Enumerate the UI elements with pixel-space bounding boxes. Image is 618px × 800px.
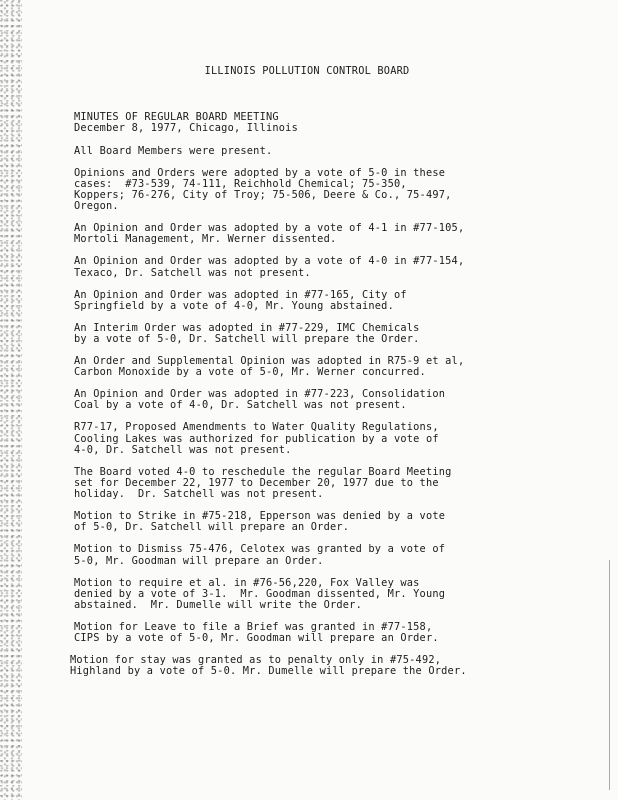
- heading-line: MINUTES OF REGULAR BOARD MEETING: [74, 111, 279, 124]
- paragraph-line: The Board voted 4-0 to reschedule the regular Board Meeting: [74, 465, 452, 478]
- paragraph-line: Cooling Lakes was authorized for publication by a vote of: [74, 432, 439, 445]
- paragraph-line: R77-17, Proposed Amendments to Water Quality Regulations,: [74, 421, 439, 434]
- paragraph-line: An Opinion and Order was adopted in #77-223, Consolidation: [74, 388, 446, 401]
- paragraph-line: Motion to Strike in #75-218, Epperson was denied by a vote: [74, 510, 446, 523]
- paragraph-line: Opinions and Orders were adopted by a vote of 5-0 in these: [74, 166, 446, 179]
- paragraph-line: Oregon.: [74, 200, 119, 213]
- paragraph-line: Motion for Leave to file a Brief was granted in #77-158,: [74, 621, 433, 634]
- minutes-paragraph: [74, 389, 532, 411]
- minutes-paragraph: [74, 356, 532, 378]
- paragraph-line: Springfield by a vote of 4-0, Mr. Young abstained.: [74, 299, 394, 312]
- paragraph-line: An Opinion and Order was adopted by a vote of 4-0 in #77-154,: [74, 255, 465, 268]
- paragraph-line: abstained. Mr. Dumelle will write the Order.: [74, 599, 362, 612]
- minutes-paragraph: [74, 146, 532, 157]
- document-body: [62, 112, 532, 677]
- paragraph-line: Texaco, Dr. Satchell was not present.: [74, 266, 311, 279]
- paragraph-line: Motion to Dismiss 75-476, Celotex was granted by a vote of: [74, 543, 446, 556]
- paragraph-line: Mortoli Management, Mr. Werner dissented.: [74, 233, 337, 246]
- paragraph-line: An Interim Order was adopted in #77-229, IMC Chemicals: [74, 321, 420, 334]
- document-title: ILLINOIS POLLUTION CONTROL BOARD: [204, 65, 410, 77]
- paragraph-line: Motion for stay was granted as to penalty only in #75-492,: [70, 654, 442, 667]
- scan-margin-line: [609, 560, 610, 790]
- paragraph-line: Carbon Monoxide by a vote of 5-0, Mr. Werner concurred.: [74, 366, 426, 379]
- paragraph-line: by a vote of 5-0, Dr. Satchell will prepare the Order.: [74, 333, 420, 346]
- paragraph-line: holiday. Dr. Satchell was not present.: [74, 488, 324, 501]
- paragraph-line: All Board Members were present.: [74, 144, 273, 157]
- paragraph-line: 5-0, Mr. Goodman will prepare an Order.: [74, 554, 324, 567]
- minutes-paragraphs: [70, 144, 532, 678]
- minutes-paragraph: [74, 422, 532, 456]
- paragraph-line: cases: #73-539, 74-111, Reichhold Chemical; 75-350,: [74, 177, 407, 190]
- minutes-paragraph: [70, 655, 532, 677]
- minutes-paragraph: [74, 256, 532, 278]
- paragraph-line: Motion to require et al. in #76-56,220, Fox Valley was: [74, 576, 420, 589]
- paragraph-line: denied by a vote of 3-1. Mr. Goodman dissented, Mr. Young: [74, 587, 446, 600]
- scan-speckle-edge: [0, 0, 22, 800]
- paragraph-line: of 5-0, Dr. Satchell will prepare an Order.: [74, 521, 350, 534]
- paragraph-line: Koppers; 76-276, City of Troy; 75-506, Deere & Co., 75-497,: [74, 189, 452, 202]
- minutes-paragraph: [74, 544, 532, 566]
- minutes-paragraph: [74, 622, 532, 644]
- heading-line: December 8, 1977, Chicago, Illinois: [74, 122, 298, 135]
- paragraph-line: Coal by a vote of 4-0, Dr. Satchell was not present.: [74, 399, 407, 412]
- minutes-paragraph: [74, 168, 532, 213]
- paragraph-line: An Order and Supplemental Opinion was adopted in R75-9 et al,: [74, 355, 465, 368]
- minutes-paragraph: [74, 323, 532, 345]
- minutes-paragraph: [74, 578, 532, 612]
- minutes-paragraph: [74, 223, 532, 245]
- paragraph-line: CIPS by a vote of 5-0, Mr. Goodman will prepare an Order.: [74, 632, 439, 645]
- minutes-paragraph: [74, 511, 532, 533]
- paragraph-line: Highland by a vote of 5-0. Mr. Dumelle will prepare the Order.: [70, 665, 467, 678]
- minutes-paragraph: [74, 467, 532, 501]
- minutes-document: [62, 66, 532, 688]
- paragraph-line: set for December 22, 1977 to December 20, 1977 due to the: [74, 477, 439, 490]
- paragraph-line: An Opinion and Order was adopted by a vote of 4-1 in #77-105,: [74, 222, 465, 235]
- paragraph-line: An Opinion and Order was adopted in #77-165, City of: [74, 288, 407, 301]
- meeting-heading: [74, 112, 532, 134]
- paragraph-line: 4-0, Dr. Satchell was not present.: [74, 443, 292, 456]
- minutes-paragraph: [74, 290, 532, 312]
